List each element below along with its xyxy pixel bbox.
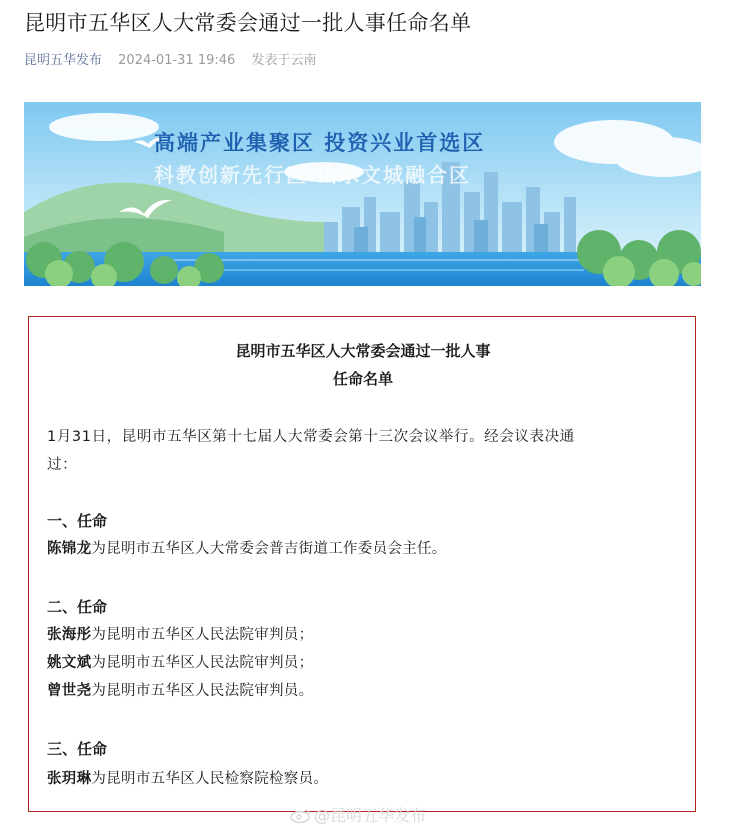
appointment-text: 为昆明市五华区人民检察院检察员。 [91,771,329,787]
notice-intro [47,423,677,479]
appointment-entry [47,681,313,701]
appointment-entry [47,653,313,673]
article-meta [24,52,316,70]
section-heading-3: 三、任命 [47,740,108,758]
appointee-name: 陈锦龙 [47,541,92,557]
account-name-link[interactable]: 昆明五华发布 [24,53,103,68]
appointee-name: 姚文斌 [47,655,92,671]
banner-slogan-line2: 科教创新先行区 山水文城融合区 [154,163,471,187]
publish-location: 发表于云南 [251,53,317,68]
appointment-text: 为昆明市五华区人大常委会普吉街道工作委员会主任。 [91,541,447,557]
notice-title-line1: 昆明市五华区人大常委会通过一批人事 [235,342,491,360]
notice-title-line2: 任命名单 [332,370,393,388]
appointment-text: 为昆明市五华区人民法院审判员。 [91,683,314,699]
appointment-entry [47,769,328,789]
notice-intro-line2: 过： [47,457,78,473]
appointment-entry [47,539,447,559]
notice-box [28,316,696,812]
weibo-watermark [290,806,426,826]
article-title: 昆明市五华区人大常委会通过一批人事任命名单 [24,11,472,35]
appointee-name: 张海彤 [47,627,92,643]
appointee-name: 张玥琳 [47,771,92,787]
banner-illustration [24,102,701,286]
banner-slogan-line1: 高端产业集聚区 投资兴业首选区 [154,131,486,155]
appointment-entry [47,625,313,645]
banner-image [24,102,701,286]
appointment-text: 为昆明市五华区人民法院审判员； [91,655,314,671]
watermark-text: @昆明五华发布 [314,806,427,825]
publish-time: 2024-01-31 19:46 [118,53,236,68]
section-heading-1: 一、任命 [47,512,108,530]
appointment-text: 为昆明市五华区人民法院审判员； [91,627,314,643]
appointee-name: 曾世尧 [47,683,92,699]
section-heading-2: 二、任命 [47,598,108,616]
notice-intro-line1: 1月31日，昆明市五华区第十七届人大常委会第十三次会议举行。经会议表决通 [47,429,575,445]
weibo-icon [290,807,312,823]
